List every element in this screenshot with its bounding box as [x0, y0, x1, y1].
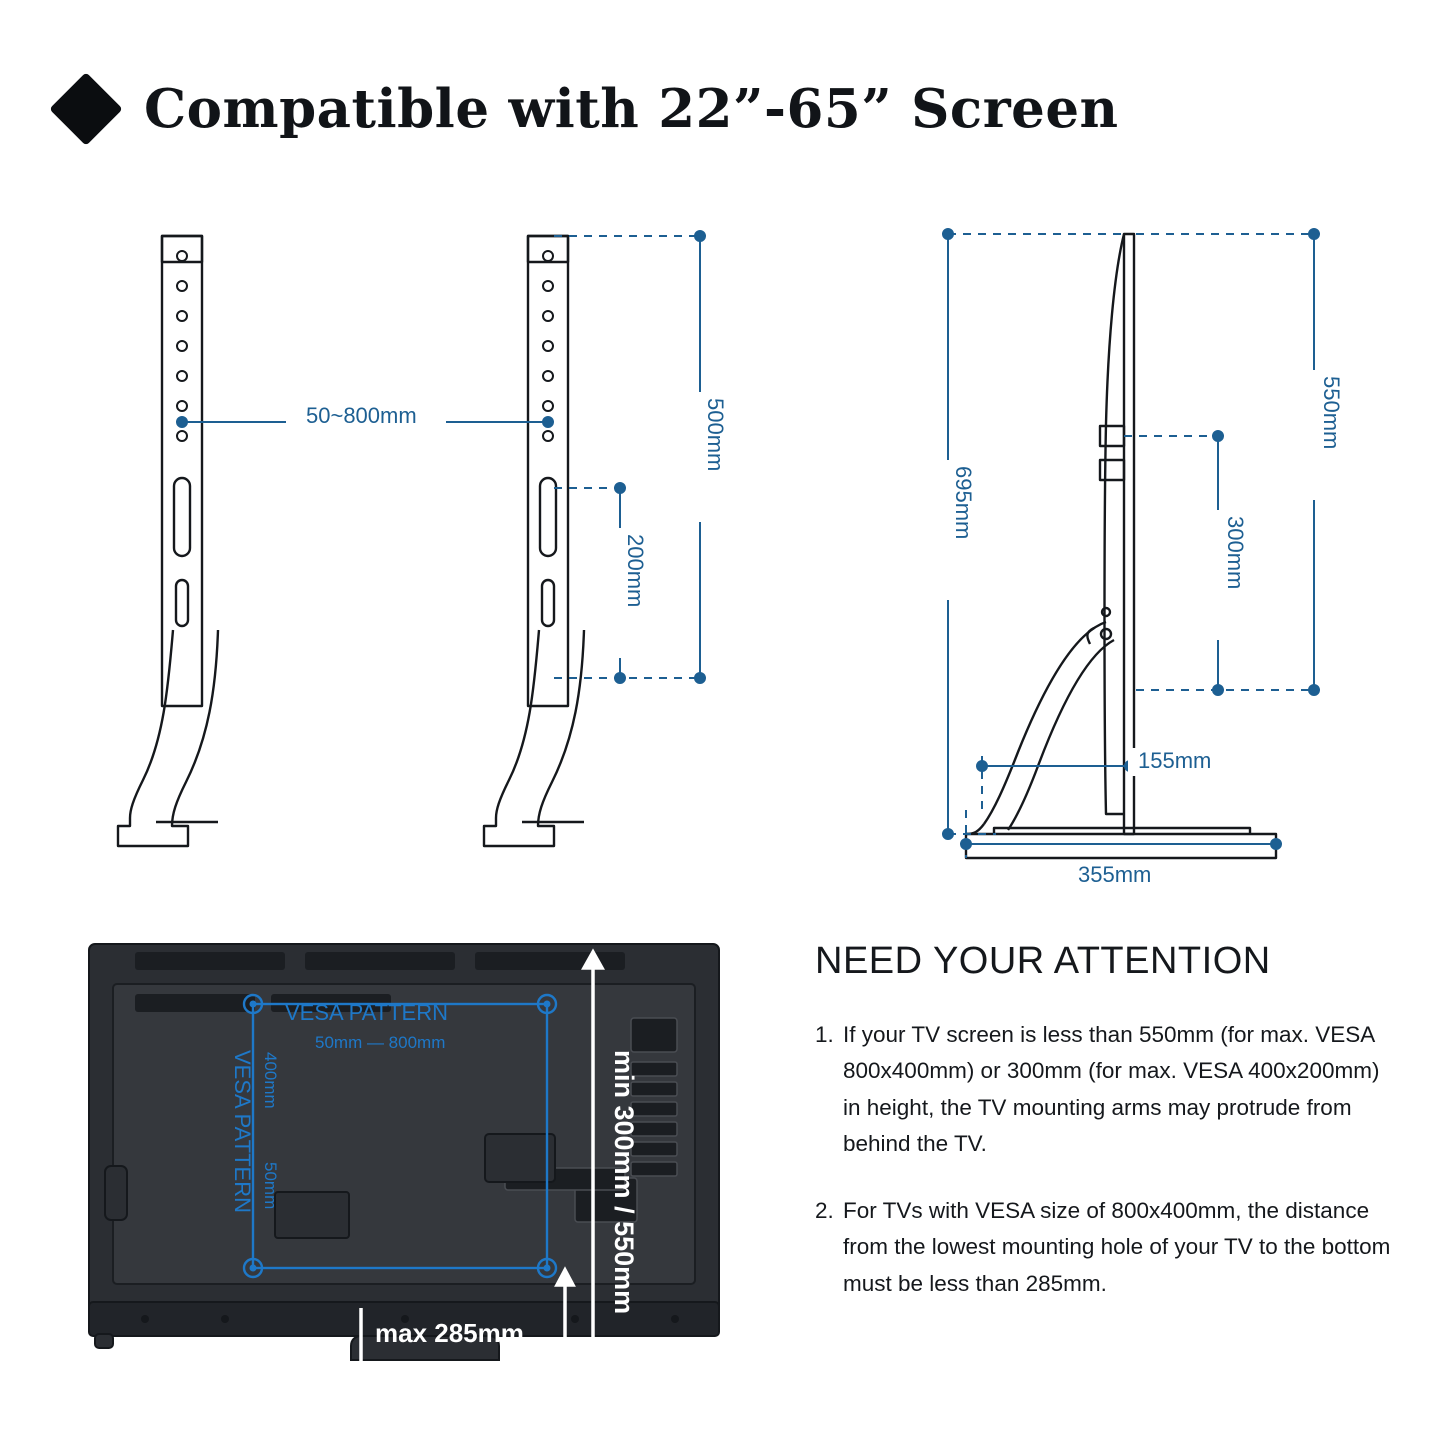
side-dim-355: 355mm	[1078, 862, 1152, 887]
vesa-range-vertical-top: 400mm	[261, 1052, 280, 1109]
note-2-text: For TVs with VESA size of 800x400mm, the distance from the lowest mounting hole of your TV to the bottom must be less than 285mm.	[843, 1197, 1391, 1296]
diamond-icon	[49, 72, 123, 146]
page-header	[60, 78, 1119, 140]
front-dim-width: 50~800mm	[306, 403, 417, 428]
side-dim-550: 550mm	[1319, 376, 1344, 450]
note-1-number: 1.	[815, 1022, 834, 1047]
side-dim-300: 300mm	[1223, 516, 1248, 590]
side-dim-695: 695mm	[951, 466, 976, 540]
attention-title: NEED YOUR ATTENTION	[815, 940, 1271, 982]
side-view-diagram	[900, 210, 1380, 890]
vesa-pattern-label-h: VESA PATTERN	[285, 1000, 449, 1025]
page-title: Compatible with 22”-65” Screen	[144, 78, 1119, 140]
vesa-range-horizontal: 50mm — 800mm	[315, 1033, 446, 1052]
note-1-text: If your TV screen is less than 550mm (for max. VESA 800x400mm) or 300mm (for max. VESA 400x200mm) in height, the TV mounting arms may protrude from behind the TV.	[843, 1022, 1380, 1157]
side-dim-155: 155mm	[1138, 748, 1212, 773]
vesa-range-vertical-bottom: 50mm	[261, 1162, 280, 1210]
vesa-pattern-label-v: VESA PATTERN	[230, 1050, 255, 1214]
attention-note-1	[815, 1017, 1395, 1163]
front-dim-200: 200mm	[623, 534, 648, 608]
note-2-number: 2.	[815, 1197, 834, 1223]
max-bottom-label: max 285mm	[375, 1318, 524, 1348]
tv-back-diagram	[75, 930, 765, 1400]
front-view-diagram	[110, 210, 750, 870]
front-dim-500: 500mm	[703, 398, 728, 472]
attention-note-2	[815, 1193, 1395, 1302]
min-height-label: min 300mm / 550mm	[609, 1050, 639, 1315]
attention-section	[815, 940, 1395, 1332]
